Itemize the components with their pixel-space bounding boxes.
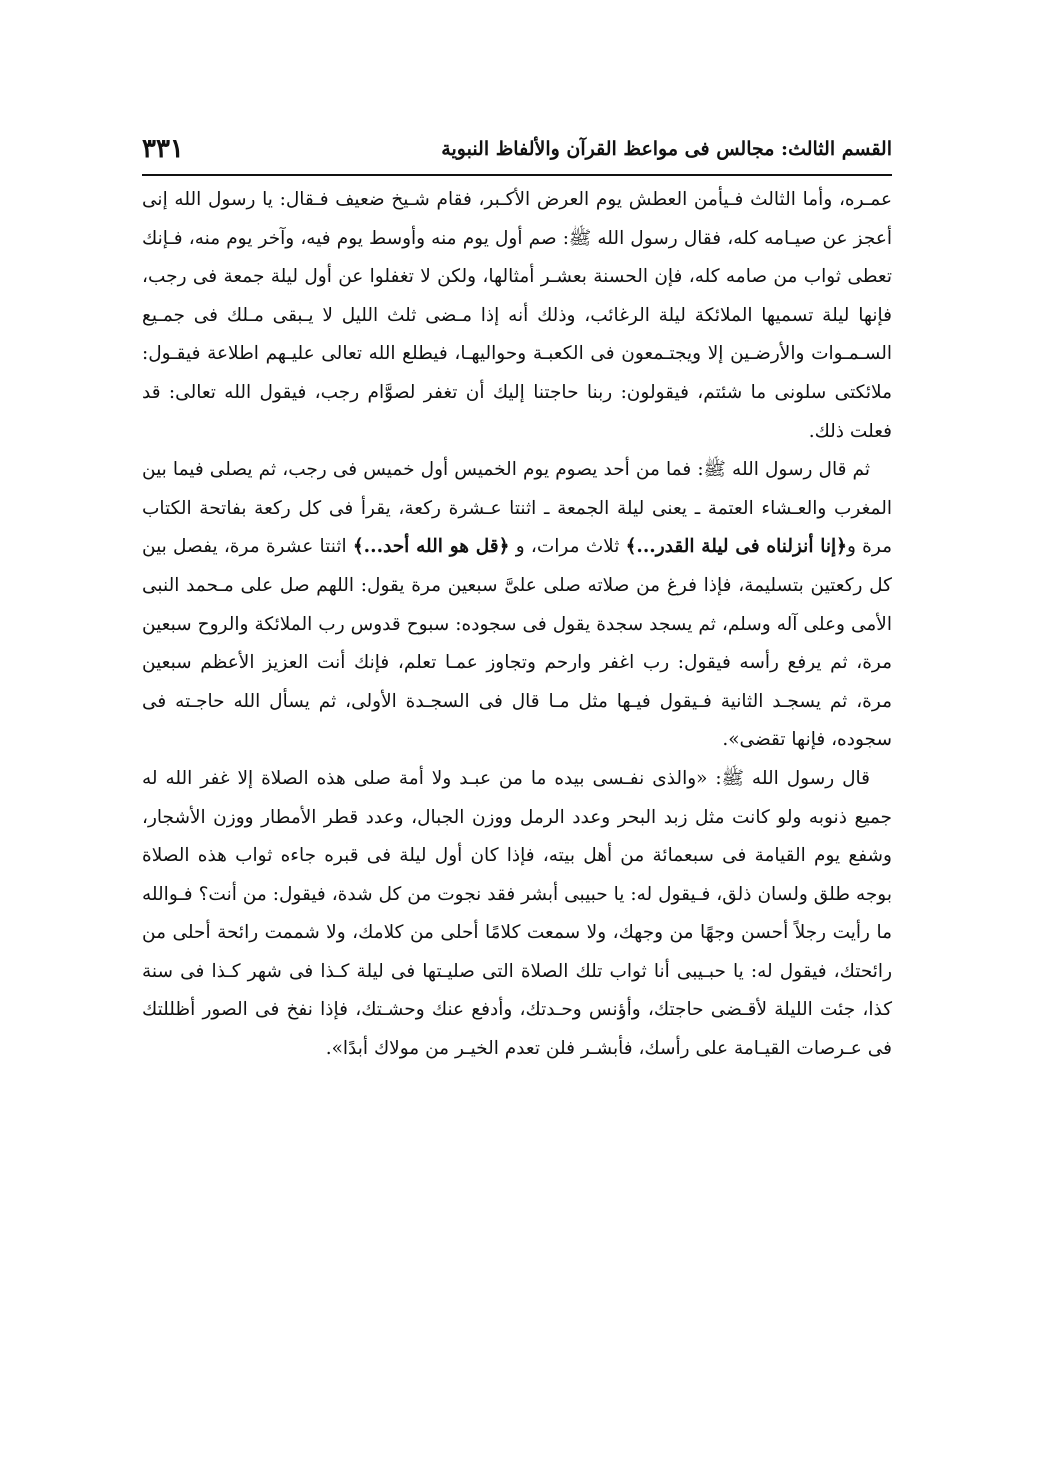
paragraph-3: قال رسول الله ﷺ: «والذى نفـسى بيده ما من عبـد ولا أمة صلى هذه الصلاة إلا غفر الله له جميع ذنوبه ولو كانت مثل زبد البحر وعدد الرمل ووزن الجبال، وعدد قطر الأمطار ووزن الأشجار، وشفع يوم القيامة فى سبعمائة من أهل بيته، فإذا كان أول ليلة فى قبره جاءه ثواب هذه الصلاة بوجه طلق ولسان ذلق، فـيقول له: يا حبيبى أبشر فقد نجوت من كل شدة، فيقول: من أنت؟ فـوالله ما رأيت رجلاً أحسن وجهًا من وجهك، ولا سمعت كلامًا أحلى من كلامك، ولا شممت رائحة أحلى من رائحتك، فيقول له: يا حبـيبى أنا ثواب تلك الصلاة التى صليـتها فى ليلة كـذا فى شهر كـذا فى سنة كذا، جئت الليلة لأقـضى حاجتك، وأؤنس وحـدتك، وأدفع عنك وحشـتك، فإذا نفخ فى الصور أظللتك فى عـرصات القيـامة على رأسك، فأبشـر فلن تعدم الخيـر من مولاك أبدًا». (142, 767, 892, 1060)
body-text (142, 181, 892, 1069)
paragraph-2-part-b: ثلاث مرات، و (509, 536, 626, 558)
header-rule (142, 174, 892, 176)
paragraph-1: عمـره، وأما الثالث فـيأمن العطش يوم العرض الأكـبر، فقام شـيخ ضعيف فـقال: يا رسول الله إنى أعجز عن صيـامه كله، فقال رسول الله ﷺ: صم أول يوم منه وأوسط يوم فيه، وآخر يوم منه، فـإنك تعطى ثواب من صامه كله، فإن الحسنة بعشـر أمثالها، ولكن لا تغفلوا عن أول ليلة جمعة فى رجب، فإنها ليلة تسميها الملائكة ليلة الرغائب، وذلك أنه إذا مـضى ثلث الليل لا يـبقى مـلك فى جمـيع السـمـوات والأرضـين إلا ويجتـمعون فى الكعبـة وحواليهـا، فيطلع الله تعالى عليـهم اطلاعة فيقـول: ملائكتى سلونى ما شئتم، فيقولون: ربنا حاجتنا إليك أن تغفر لصوَّام رجب، فيقول الله تعالى: قد فعلت ذلك. (142, 189, 892, 442)
quran-quote-ikhlas: ﴿قل هو الله أحد...﴾ (352, 536, 510, 558)
paragraph-2-part-a: ثم قال رسول الله ﷺ: فما من أحد يصوم يوم الخميس أول خميس فى رجب، ثم يصلى فيما بين المغرب والعـشاء العتمة ـ يعنى ليلة الجمعة ـ اثنتا عـشرة ركعة، يقرأ فى كل ركعة بفاتحة الكتاب مرة و (142, 459, 892, 558)
page-header (142, 134, 892, 174)
running-title: القسم الثالث: مجالس فى مواعظ القرآن والألفاظ النبوية (441, 138, 892, 160)
paragraph-2 (142, 451, 892, 760)
paragraph-2-part-c: اثنتا عشرة مرة، يفصل بين كل ركعتين بتسليمة، فإذا فرغ من صلاته صلى علىَّ سبعين مرة يقول: اللهم صل على مـحمد النبى الأمى وعلى آله وسلم، ثم يسجد سجدة يقول فى سجوده: سبوح قدوس رب الملائكة والروح سبعين مرة، ثم يرفع رأسه فيقول: رب اغفر وارحم وتجاوز عمـا تعلم، فإنك أنت العزيز الأعظم سبعين مرة، ثم يسجـد الثانية فـيقول فيـها مثل مـا قال فى السجـدة الأولى، ثم يسأل الله حاجـته فى سجوده، فإنها تقضى». (142, 536, 892, 751)
quran-quote-qadr: ﴿إنا أنزلناه فى ليلة القدر...﴾ (625, 536, 848, 558)
page-number: ٣٣١ (142, 134, 184, 164)
